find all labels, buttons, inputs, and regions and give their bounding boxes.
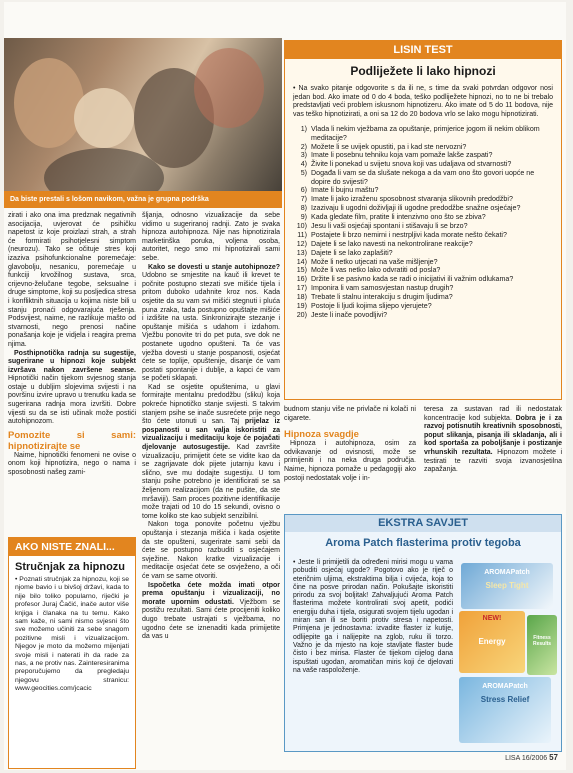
paragraph: Nakon toga ponovite početnu vježbu opuštanja i stezanja mišića i kada osjetite da ste opušteni, sugerirate sami sebi da ćete se postupno razbuditi s osjećajem svježine. Nakon kratke vizualizacije i meditacije osjećat ćete se osvježeno, a oči će vam se same otvoriti.	[142, 521, 280, 580]
test-question	[293, 195, 553, 203]
question-number: 14)	[296, 257, 307, 266]
paragraph: Kad se osjetite opuštenima, u glavi formirajte mentalnu predodžbu (sliku) koja pokreće hipnotičko stanje svijesti. S takvim stanjem psihe se inače susrećete prije nego što ćete utonuti u san. Taj prijelaz iz pospanosti u san valja iskoristiti za vizualizaciju i meditaciju koje će pojačati djelovanje autosugestije. Kad završite vizualizaciju, primijetit ćete se vidite kao da se zagrijavate dok pijete jutarnju kavu i slično, sve mu dodajte sugestiju. U tom stanju psihe potrebno je identificirati se sa željenom realizacijom (da ne pušite, da ste mršaviji). Sam proces pozitivne identifikacije može trajati od 10 do 15 sekundi, ovisno o tome koliko ste kao subjekt senzibilni.	[142, 383, 280, 520]
question-text: Dajete li se lako zaplašiti?	[311, 248, 393, 257]
test-question	[293, 213, 553, 221]
question-text: Držite li se pasivno kada se radi o inicijativi ili važnim odlukama?	[311, 275, 514, 284]
photo-caption: Da biste prestali s lošom navikom, važna je grupna podrška	[4, 191, 282, 208]
article-column-4	[424, 406, 562, 475]
test-question	[293, 143, 553, 151]
paragraph: Ispočetka ćete možda imati otpor prema opuštanju i vizualizaciji, no morate upornim odustati. Vježbom se postižu rezultati. Sami ćete procijeniti koliko dugo trebate ustrajati s vježbama, no ugodno ćete se iznenaditi kada primijetite da vas u	[142, 581, 280, 641]
question-number: 10)	[296, 221, 307, 230]
question-number: 6)	[300, 186, 307, 195]
paragraph: Hipnoza i autohipnoza, osim za odvikavanje od ovisnosti, može se primijeniti i na neka druga područja. Naime, hipnoza pomaže u pedagogiji ako postoji nedostatak volje i in-	[284, 440, 416, 482]
box-header: AKO NISTE ZNALI...	[9, 538, 135, 556]
question-text: Imate li jako izraženu sposobnost stvaranja slikovnih predodžbi?	[311, 195, 513, 204]
question-number: 16)	[296, 275, 307, 284]
question-text: Postajete li brzo nemirni i nestrpljivi kada morate nešto čekati?	[311, 230, 507, 239]
test-question	[293, 240, 553, 248]
test-question	[293, 249, 553, 257]
article-column-1	[8, 212, 136, 478]
question-text: Imate li bujnu maštu?	[311, 186, 379, 195]
question-number: 19)	[296, 302, 307, 310]
box-text: • Poznati stručnjak za hipnozu, koji se njome bavio i u bivšoj državi, kada to nije bilo toliko popularno, riječki je profesor Juraj Čačić, inače autor više knjiga i članaka na tu temu. Kako sam kaže, ni sami nismo svjesni što sve možemo učiniti za sebe snagom pozitivne misli i vizualizacijom. Njegov je moto da možemo mijenjati svoje misli i naterati ih da rade za nas, a ne protiv nas. Zainteresiranima preporučujemo da pregledaju njegovu stranicu: www.geocities.com/jcacic	[15, 576, 129, 693]
question-number: 1)	[300, 125, 307, 134]
test-question	[293, 186, 553, 194]
question-number: 13)	[296, 248, 307, 257]
magazine-page	[4, 2, 566, 770]
test-header: LISIN TEST	[285, 41, 561, 59]
box-title: Stručnjak za hipnozu	[15, 561, 126, 573]
issue-label: LISA 16/2006	[505, 755, 548, 762]
question-number: 2)	[300, 142, 307, 151]
question-number: 4)	[300, 160, 307, 169]
extra-tip-box	[284, 514, 562, 752]
test-title: Podliježete li lako hipnozi	[350, 64, 496, 78]
question-number: 12)	[296, 239, 307, 248]
tip-header: EKSTRA SAVJET	[285, 515, 561, 532]
question-text: Izazivaju li ugodni doživljaji ili ugodne predodžbe snažne osjećaje?	[311, 204, 521, 213]
tip-title: Aroma Patch flasterima protiv tegoba	[325, 537, 521, 549]
question-number: 18)	[296, 293, 307, 302]
test-question	[293, 231, 553, 239]
question-text: Trebate li stalnu interakciju s drugim ljudima?	[311, 293, 453, 302]
question-number: 3)	[300, 151, 307, 160]
question-number: 20)	[296, 310, 307, 319]
question-text: Događa li vam se da slušate nekoga a da vam ono što govori uopće ne dopire do svijesti?	[311, 169, 535, 186]
question-text: Jesu li vaši osjećaji spontani i stišavaju li se brzo?	[311, 221, 468, 230]
question-number: 7)	[300, 195, 307, 204]
tip-text: • Jeste li primijetili da određeni mirisi mogu u vama pobuditi osjećaj ugode? Pogotovo ako je riječ o eteričnim uljima, ekstraktima bilja i cvijeća, koja to čine na posve prirodan način. Pokušajte iskoristiti prirodu za svoj boljitak! Zahvaljujući Aroma Patch flasterima možete kontrolirati svoj apetit, podići energiju duha i tijela, osigurati svojem tijelu ugodan i miran san ili se boriti protiv stresa i napetosti. Primjena je jednostavna: izvadite flaster iz kutije, odlijepite ga i nalijepite na zglob, ruku ili torzo. Važno je da mjesto na koje stavljate flaster bude čisto i bez mirisa. Flaster će tijekom cijelog dana ispuštati ugodan, aromatičan miris koji će djelovati na vaše raspoloženje.	[293, 559, 453, 674]
page-footer	[505, 754, 558, 764]
test-question	[293, 293, 553, 301]
question-list	[285, 123, 561, 319]
paragraph: teresa za sustavan rad ili nedostatak koncentracije kod subjekta. Dobra je i za razvoj potisnutih kreativnih sposobnosti, poput slikanja, pisanja ili skladanja, ali i kod sportaša za poboljšanje i postizanje vrhunskih rezultata. Hipnozom možete i testirati te razviti svoja izvanosjetilna zapažanja.	[424, 406, 563, 474]
test-question	[293, 222, 553, 230]
aroma-patch-package-stress: AROMAPatch Stress Relief	[459, 677, 551, 743]
question-text: Dajete li se lako navesti na nekontrolirane reakcije?	[311, 239, 473, 248]
question-number: 8)	[300, 204, 307, 213]
test-question	[293, 125, 553, 142]
test-question	[293, 275, 553, 283]
section-heading: Hipnoza svagdje	[284, 429, 359, 441]
question-text: Može li vas netko lako odvratiti od posla?	[311, 266, 441, 275]
test-intro: • Na svako pitanje odgovorite s da ili ne, s time da svaki potvrdan odgovor nosi jedan bod. Ako imate od 0 do 4 boda, teško podliježete hipnozi, no to ne bi trebalo predstavljati veći problem iskusnom hipnotizeru. Ako imate od 5 do 11 bodova, nije vas teško hipnotizirati, a oni sa 12 do 20 bodova vrlo se lako mogu hipnotizirati.	[293, 85, 553, 118]
question-text: Imate li posebnu tehniku koja vam pomaže lakše zaspati?	[311, 151, 493, 160]
aroma-patch-package-fitness: Fitness Results	[527, 615, 557, 675]
question-number: 17)	[296, 284, 307, 293]
did-you-know-box	[8, 537, 136, 769]
question-text: Jeste li inače povodljivi?	[311, 310, 388, 319]
test-question	[293, 204, 553, 212]
test-question	[293, 258, 553, 266]
question-text: Vlada li nekim vježbama za opuštanje, primjerice jogom ili nekim oblikom meditacije?	[311, 125, 540, 142]
aroma-patch-package-sleep: AROMAPatch Sleep Tight	[461, 563, 553, 609]
page-number: 57	[549, 753, 558, 762]
article-column-3	[284, 406, 416, 483]
question-number: 5)	[300, 169, 307, 178]
paragraph: Naime, hipnotički fenomeni ne ovise o onom koji hipnotizira, nego o nama i sposobnosti našeg zami-	[8, 451, 136, 477]
lisin-test-box	[284, 40, 562, 400]
question-number: 11)	[297, 230, 307, 239]
question-number: 15)	[296, 266, 307, 275]
paragraph: šljanja, odnosno vizualizacije da sebe vidimo u sugeriranoj radnji. Zato je svaka hipnoza autohipnoza. Nije nas hipnotizirala marketinška poruka, voljena osoba, autoritet, nego smo mi hipnotizirali sami sebe.	[142, 212, 280, 262]
test-question	[293, 302, 553, 310]
test-question	[293, 266, 553, 274]
section-heading: Pomozite si sami: hipnotizirajte se	[8, 429, 136, 452]
paragraph: Kako se dovesti u stanje autohipnoze? Udobno se smjestite na kauč ili krevet te počnite postupno stezati sve mišiće tijela i pritom duboko udahnite kroz nos. Kada osjetite da su vam svi mišići stegnuti i pluća puna zraka, tada postupno opuštajte mišiće i izdišite na usta. Sinkronizirajte stezanje i opuštanje mišića s udahom i izdahom. Vježbu ponovite tri do pet puta, sve dok ne postanete ugodno opušteni. Ta će vas vježba dovesti u stanje pospanosti, osjećat ćete se toplije, opuštenije, disanje će vam postati spontanije i dublje, a kapci će vam se početi sklapati.	[142, 263, 280, 383]
test-question	[293, 284, 553, 292]
test-question	[293, 160, 553, 168]
question-text: Možete li se uvijek opustiti, pa i kad ste nervozni?	[311, 142, 467, 151]
question-text: Imponira li vam samosvjestan nastup drugih?	[311, 284, 454, 293]
article-column-2	[142, 212, 280, 642]
question-text: Može li netko utjecati na vaše mišljenje?	[311, 257, 438, 266]
aroma-patch-package-energy: NEW! Energy	[459, 611, 525, 673]
paragraph: Posthipnotička radnja su sugestije, sugerirane u hipnozi koje subjekt izvršava nakon završene seanse. Hipnotički način tijekom svjesnog stanja ostaje u dubljim slojevima svijesti i na površinu izvire upravo u trenutku kada se sugerirana radnja mora izvršiti. Dobre vijesti su da se isti učinak može postići autohipnozom.	[8, 349, 136, 426]
question-text: Živite li ponekad u svijetu snova koji vas udaljava od stvarnosti?	[311, 160, 512, 169]
group-support-photo	[4, 38, 282, 208]
question-text: Kada gledate film, pratite li intenzivno ono što se zbiva?	[311, 213, 486, 222]
paragraph: budnom stanju više ne privlače ni kolači ni cigarete.	[284, 406, 416, 422]
test-question	[293, 311, 553, 319]
question-number: 9)	[300, 213, 307, 222]
test-question	[293, 151, 553, 159]
question-text: Postoje li ljudi kojima slijepo vjerujete?	[311, 302, 432, 310]
test-question	[293, 169, 553, 186]
paragraph: zirati i ako ona ima predznak negativnih asocijacija, uvjerovat će psihičku napetost iz koje proizlazi strah, a strah će formirati psihotjelesni simptom (neurozu). Tako se očituje stres koji izaziva psihofunkcionalne poremećaje: glavobolju, nesanicu, poremećaje u funkciji krvožilnog sustava, srca, crijevno-želučane tegobe, seksualne i druge simptome, koji su posljedica stresa i konfliktnih situacija u kojima niste bili u stanju pronaći odgovarajuća rješenja. Podsvijest, naime, ne razlikuje mašto od stvarnosti, nego prenosi načine ponašanja koje je vidjela i reagira prema njima.	[8, 212, 137, 348]
